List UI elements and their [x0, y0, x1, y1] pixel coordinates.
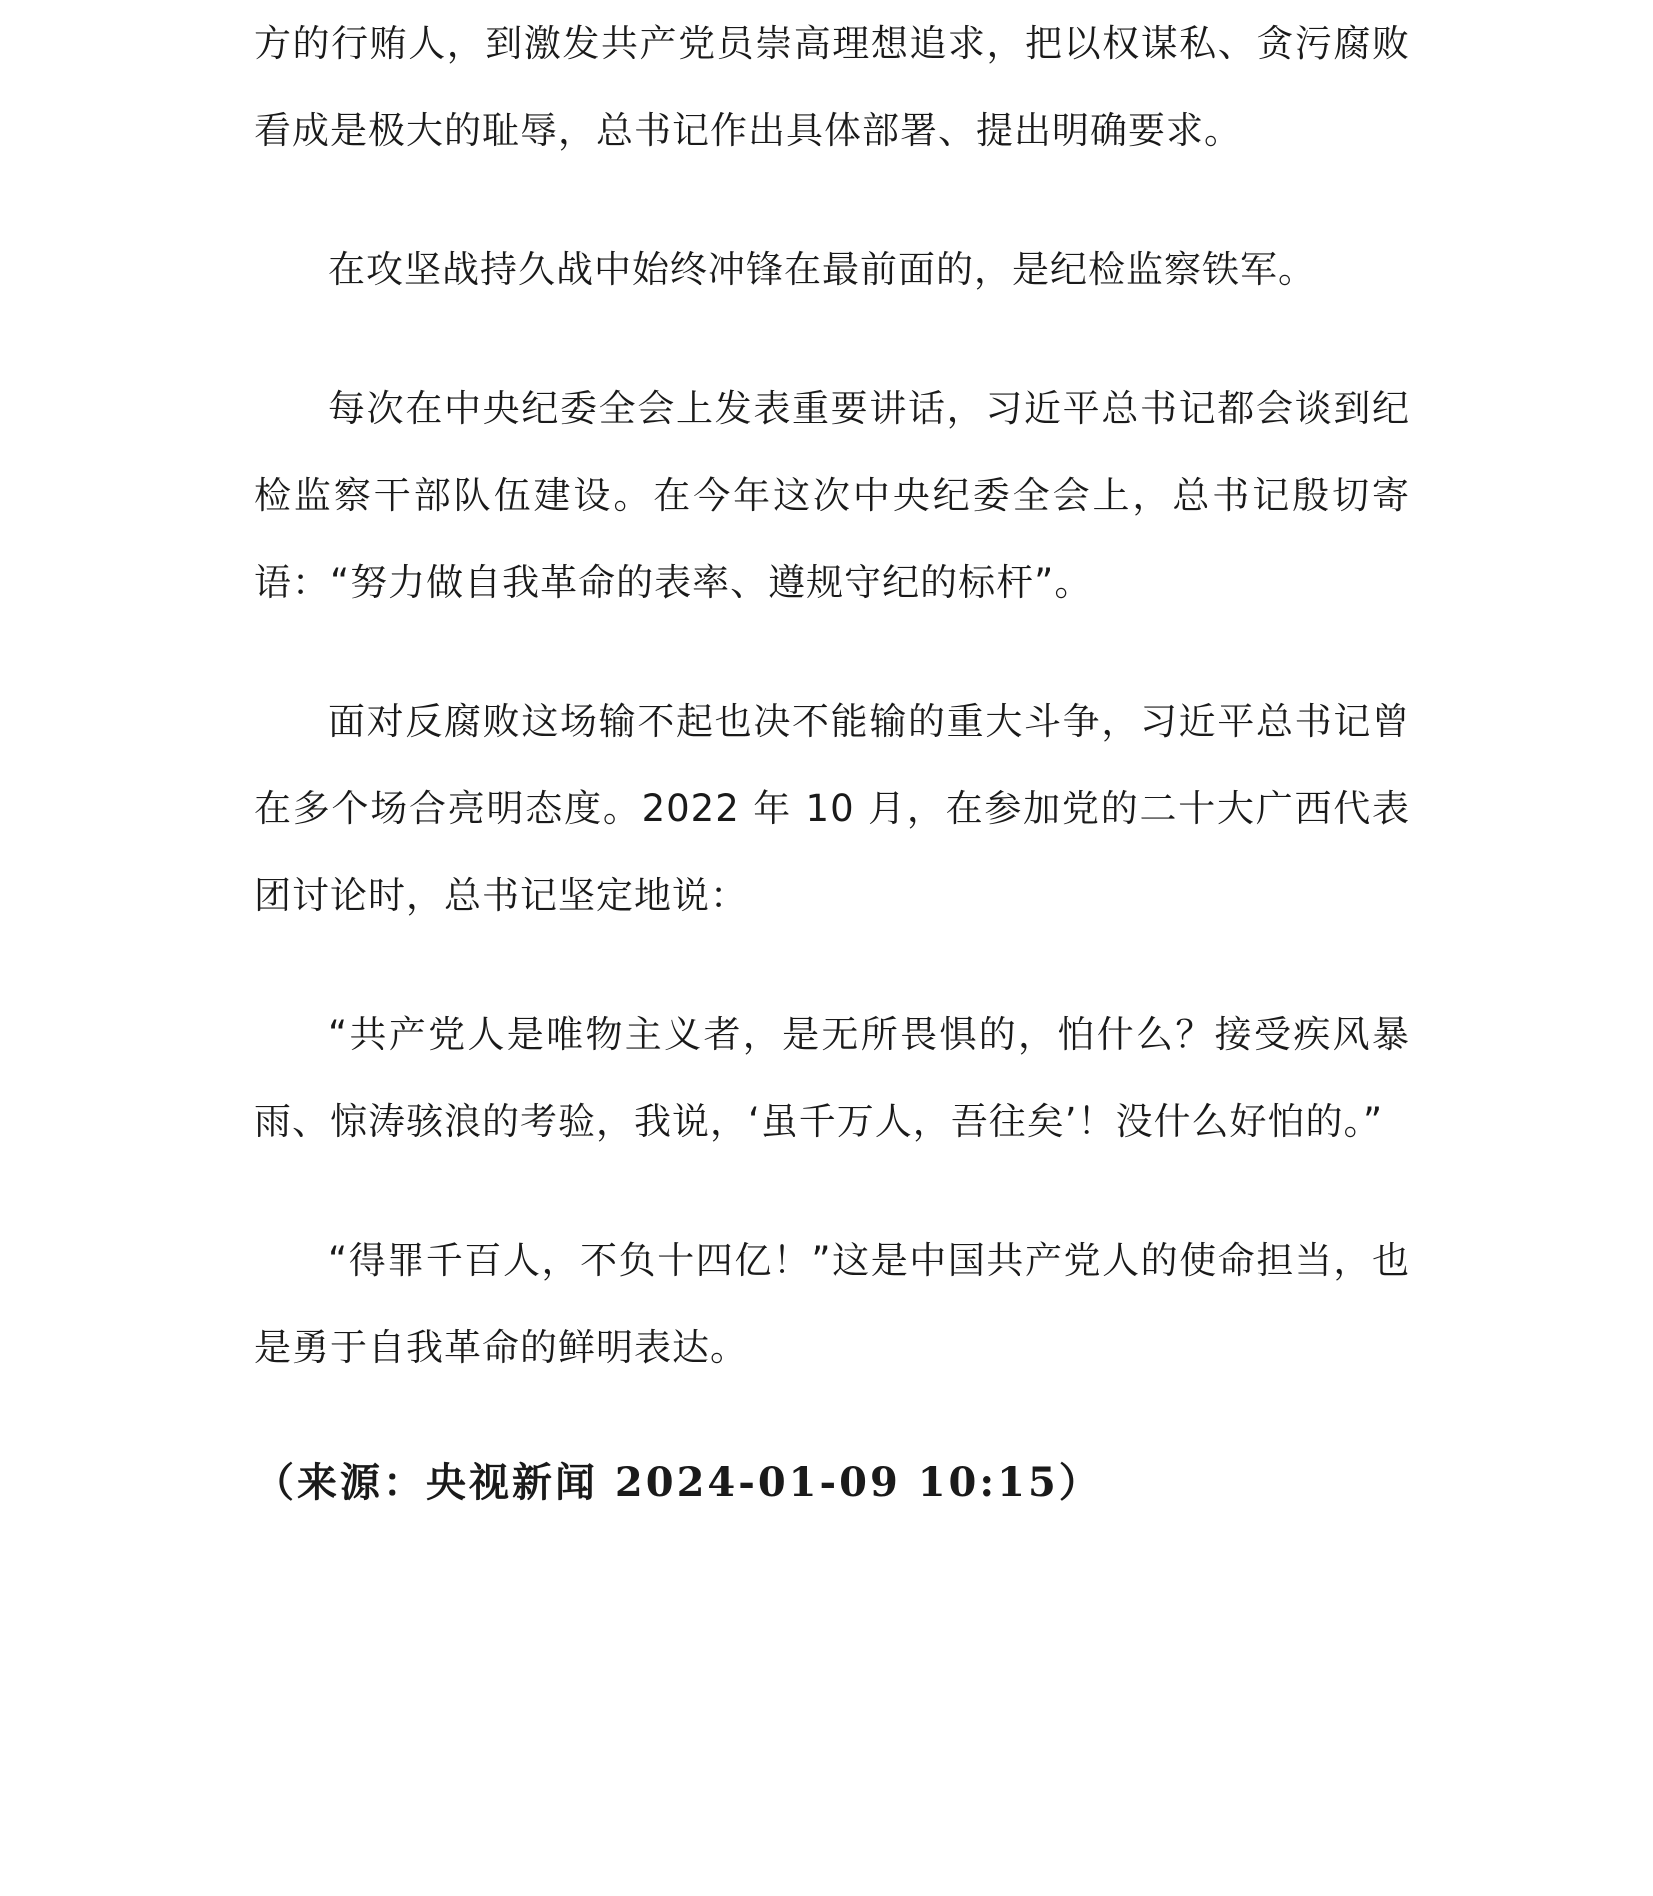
source-line: （来源：央视新闻 2024-01-09 10:15）: [254, 1459, 1102, 1506]
paragraph-5-quote: “共产党人是唯物主义者，是无所畏惧的，怕什么？接受疾风暴雨、惊涛骇浪的考验，我说，‘虽千万人，吾往矣’！没什么好怕的。”: [254, 1013, 1410, 1143]
paragraph-3: 每次在中央纪委全会上发表重要讲话，习近平总书记都会谈到纪检监察干部队伍建设。在今年这次中央纪委全会上，总书记殷切寄语：“努力做自我革命的表率、遵规守纪的标杆”。: [254, 387, 1410, 604]
paragraph-4: 面对反腐败这场输不起也决不能输的重大斗争，习近平总书记曾在多个场合亮明态度。2022 年 10 月，在参加党的二十大广西代表团讨论时，总书记坚定地说：: [254, 700, 1410, 917]
document-page: [254, 0, 1410, 1523]
paragraph-2: 在攻坚战持久战中始终冲锋在最前面的，是纪检监察铁军。: [328, 248, 1316, 291]
paragraph-1: 方的行贿人，到激发共产党员崇高理想追求，把以权谋私、贪污腐败看成是极大的耻辱，总书记作出具体部署、提出明确要求。: [254, 22, 1410, 152]
paragraph-6: “得罪千百人，不负十四亿！”这是中国共产党人的使命担当，也是勇于自我革命的鲜明表达。: [254, 1239, 1410, 1369]
